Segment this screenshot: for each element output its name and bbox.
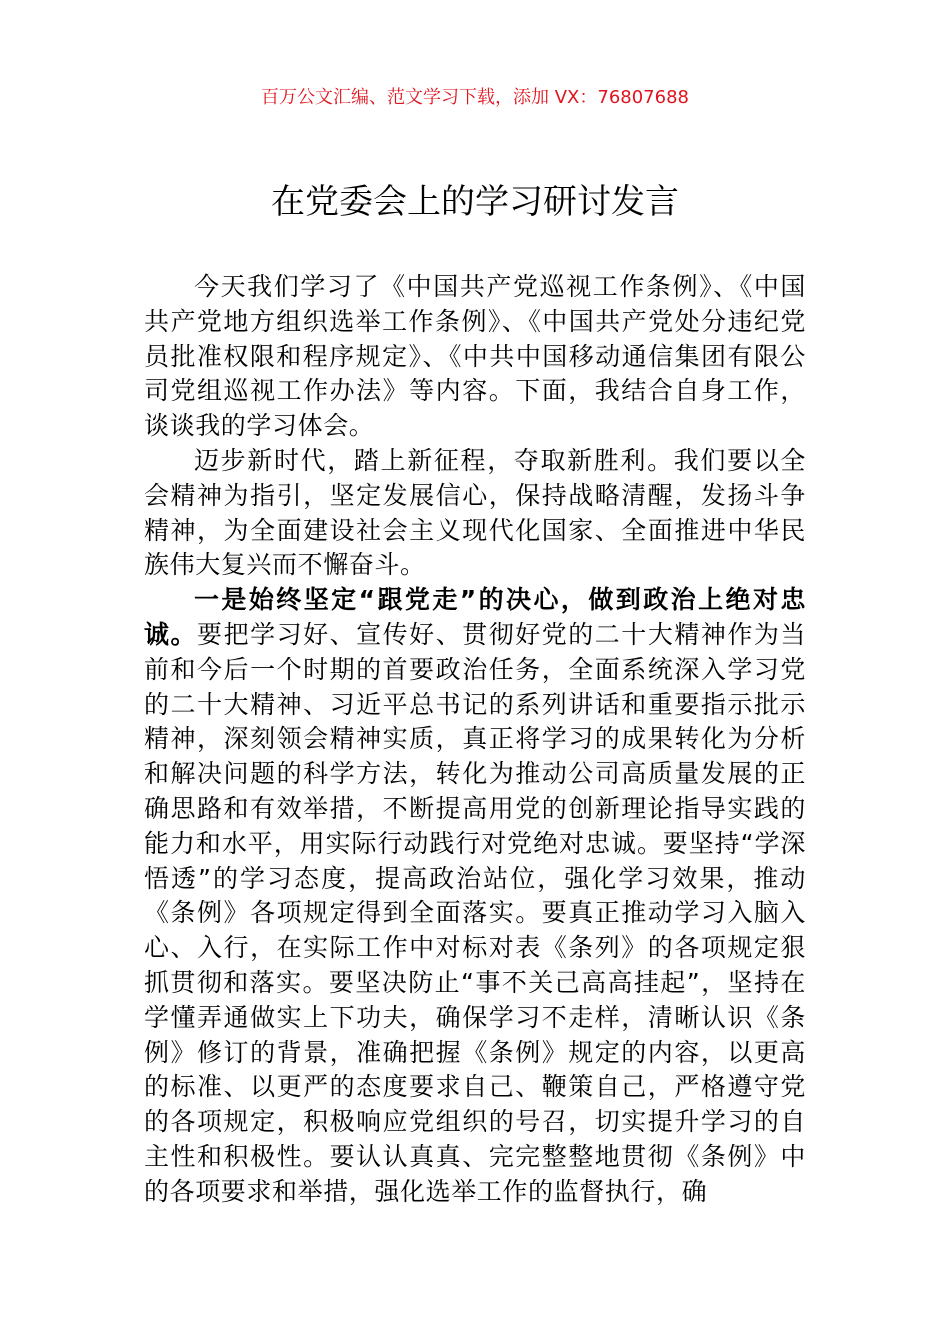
paragraph-text: 今天我们学习了《中国共产党巡视工作条例》、《中国共产党地方组织选举工作条例》、《中国共产党处分违纪党员批准权限和程序规定》、《中共中国移动通信集团有限公司党组巡视工作办法》等内容。下面，我结合自身工作，谈谈我的学习体会。 xyxy=(144,272,806,441)
paragraph-spirit xyxy=(144,444,806,583)
paragraph-text: 迈步新时代，踏上新征程，夺取新胜利。我们要以全会精神为指引，坚定发展信心，保持战略清醒，发扬斗争精神，为全面建设社会主义现代化国家、全面推进中华民族伟大复兴而不懈奋斗。 xyxy=(144,445,806,580)
paragraph-lead-heading: 一是始终坚定“跟党走”的决心，做到政治上绝对忠诚。 xyxy=(144,585,806,649)
watermark-header: 百万公文汇编、范文学习下载，添加 VX：76807688 xyxy=(261,87,689,108)
paragraph-text: 要把学习好、宣传好、贯彻好党的二十大精神作为当前和今后一个时期的首要政治任务，全面系统深入学习党的二十大精神、习近平总书记的系列讲话和重要指示批示精神，深刻领会精神实质，真正将学习的成果转化为分析和解决问题的科学方法，转化为推动公司高质量发展的正确思路和有效举措，不断提高用党的创新理论指导实践的能力和水平，用实际行动践行对党绝对忠诚。要坚持“学深悟透”的学习态度，提高政治站位，强化学习效果，推动《条例》各项规定得到全面落实。要真正推动学习入脑入心、入行，在实际工作中对标对表《条列》的各项规定狠抓贯彻和落实。要坚决防止“事不关己高高挂起”，坚持在学懂弄通做实上下功夫，确保学习不走样，清晰认识《条例》修订的背景，准确把握《条例》规定的内容，以更高的标准、以更严的态度要求自己、鞭策自己，严格遵守党的各项规定，积极响应党组织的号召，切实提升学习的自主性和积极性。要认认真真、完完整整地贯彻《条例》中的各项要求和举措，强化选举工作的监督执行，确 xyxy=(144,619,807,1206)
paragraph-intro xyxy=(144,270,806,444)
document-title: 在党委会上的学习研讨发言 xyxy=(271,182,679,222)
document-body xyxy=(144,270,806,1210)
paragraph-point-one xyxy=(144,583,806,1209)
